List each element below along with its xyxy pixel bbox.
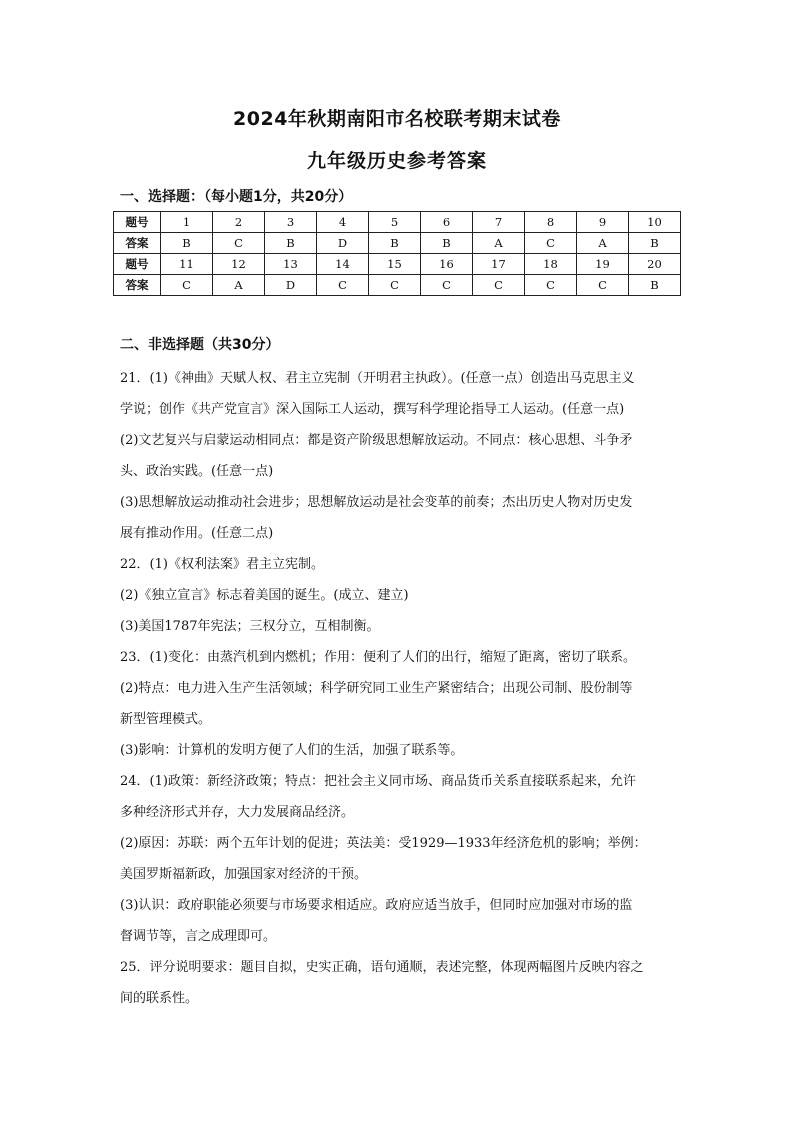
table-cell: 14 [317,254,369,275]
row-header-cell: 题号 [114,254,161,275]
table-cell: B [161,233,213,254]
answer-line: 头、政治实践。(任意一点) [120,464,274,479]
table-cell: A [577,233,629,254]
table-cell: 1 [161,212,213,233]
table-cell: C [161,275,213,296]
answer-line: 新型管理模式。 [120,712,212,727]
table-cell: A [213,275,265,296]
answer-line: (2)特点：电力进入生产生活领域；科学研究同工业生产紧密结合；出现公司制、股份制等 [120,681,633,696]
table-cell: B [265,233,317,254]
row-header-cell: 答案 [114,233,161,254]
table-cell: D [317,233,369,254]
table-cell: B [369,233,421,254]
table-cell: 16 [421,254,473,275]
table-cell: B [629,233,681,254]
table-cell: 19 [577,254,629,275]
table-cell: 2 [213,212,265,233]
page-subtitle: 九年级历史参考答案 [306,150,487,172]
table-cell: 12 [213,254,265,275]
page-title: 2024年秋期南阳市名校联考期末试卷 [233,108,561,130]
answer-line: 美国罗斯福新政，加强国家对经济的干预。 [120,867,368,882]
row-header-cell: 答案 [114,275,161,296]
answer-line: 24．(1)政策：新经济政策；特点：把社会主义同市场、商品货币关系直接联系起来，允许 [120,774,636,789]
answer-line: (3)影响：计算机的发明方便了人们的生活，加强了联系等。 [120,743,464,758]
table-cell: 4 [317,212,369,233]
answer-line: (3)认识：政府职能必须要与市场要求相适应。政府应适当放手，但同时应加强对市场的监 [120,898,633,913]
table-cell: A [473,233,525,254]
table-cell: 5 [369,212,421,233]
answer-line: 督调节等，言之成理即可。 [120,929,277,944]
answer-line: 25．评分说明要求：题目自拟，史实正确，语句通顺，表述完整，体现两幅图片反映内容之 [120,960,644,975]
table-cell: 9 [577,212,629,233]
answer-table [113,211,681,296]
answer-line: 23．(1)变化：由蒸汽机到内燃机；作用：便利了人们的出行，缩短了距离，密切了联系。 [120,650,636,665]
table-cell: 11 [161,254,213,275]
table-row [114,233,681,254]
answer-line: (3)美国1787年宪法；三权分立，互相制衡。 [120,619,380,634]
table-cell: 3 [265,212,317,233]
table-cell: 8 [525,212,577,233]
table-cell: D [265,275,317,296]
answer-line: 多种经济形式并存，大力发展商品经济。 [120,805,355,820]
table-cell: 17 [473,254,525,275]
table-cell: 10 [629,212,681,233]
table-row [114,212,681,233]
table-cell: C [525,233,577,254]
section2-answers [120,363,690,1014]
answer-line: 21．(1)《神曲》天赋人权、君主立宪制（开明君主执政）。(任意一点）创造出马克思主义 [120,371,635,386]
answer-line: (3)思想解放运动推动社会进步；思想解放运动是社会变革的前奏；杰出历史人物对历史发 [120,495,633,510]
answer-line: (2)《独立宣言》标志着美国的诞生。(成立、建立) [120,588,409,603]
table-cell: C [369,275,421,296]
row-header-cell: 题号 [114,212,161,233]
table-cell: C [213,233,265,254]
answer-line: 学说；创作《共产党宣言》深入国际工人运动，撰写科学理论指导工人运动。(任意一点) [120,402,625,417]
answer-line: 22．(1)《权利法案》君主立宪制。 [120,557,324,572]
answer-line: 展有推动作用。(任意二点) [120,526,274,541]
table-row [114,254,681,275]
table-cell: C [421,275,473,296]
table-cell: C [577,275,629,296]
table-cell: 18 [525,254,577,275]
section2-heading: 二、非选择题（共30分） [120,337,280,353]
table-cell: 6 [421,212,473,233]
answer-line: (2)文艺复兴与启蒙运动相同点：都是资产阶级思想解放运动。不同点：核心思想、斗争矛 [120,433,633,448]
table-cell: B [629,275,681,296]
table-cell: C [317,275,369,296]
table-cell: 20 [629,254,681,275]
table-cell: 7 [473,212,525,233]
table-cell: C [473,275,525,296]
answer-line: 间的联系性。 [120,991,199,1006]
table-cell: 13 [265,254,317,275]
table-cell: C [525,275,577,296]
section1-heading: 一、选择题：（每小题1分，共20分） [120,189,353,205]
table-cell: B [421,233,473,254]
table-row [114,275,681,296]
answer-line: (2)原因：苏联：两个五年计划的促进；英法美：受1929—1933年经济危机的影响；举例： [120,836,647,851]
table-cell: 15 [369,254,421,275]
